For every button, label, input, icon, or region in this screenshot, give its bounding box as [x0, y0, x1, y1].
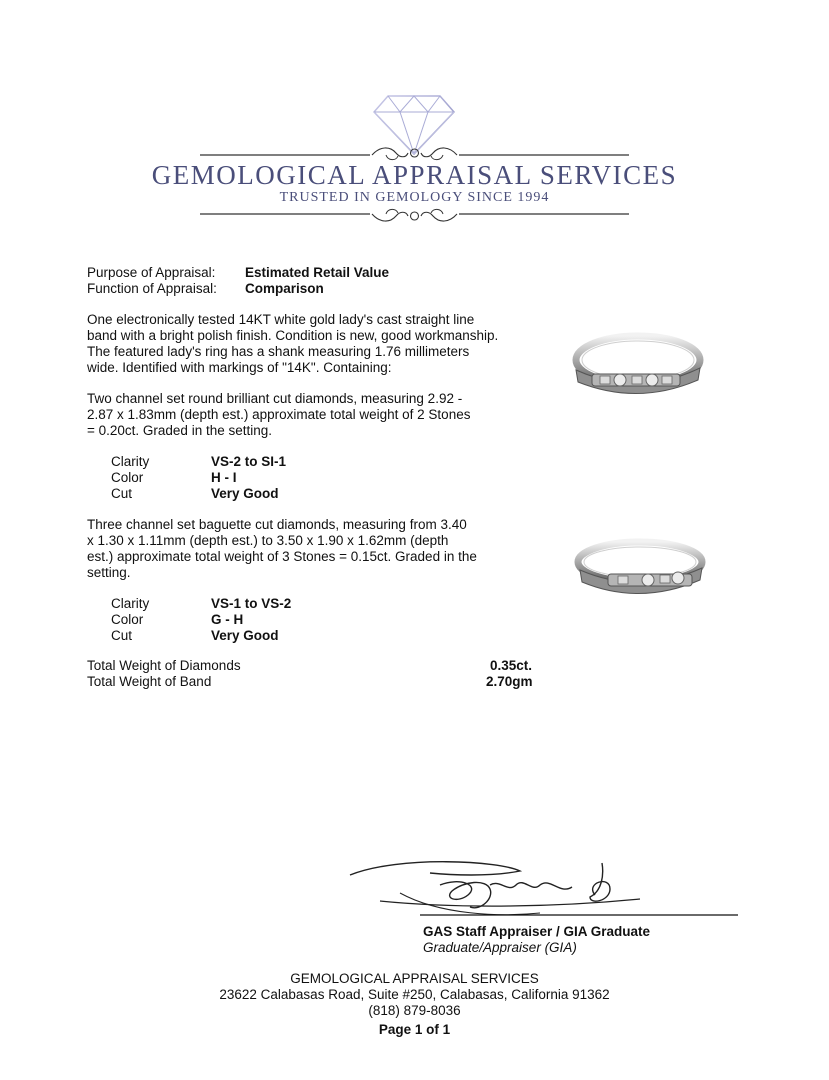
stones1-color-value: H - I: [211, 470, 237, 485]
ring-photo-bottom: [568, 530, 716, 610]
description-line: wide. Identified with markings of "14K". Containing:: [87, 360, 392, 375]
stones2-color-label: Color: [111, 612, 144, 627]
description-line: The featured lady's ring has a shank measuring 1.76 millimeters: [87, 344, 470, 359]
stones2-cut-value: Very Good: [211, 628, 279, 643]
stones2-clarity-label: Clarity: [111, 596, 150, 611]
purpose-value: Estimated Retail Value: [245, 265, 390, 280]
total-diamonds-label: Total Weight of Diamonds: [87, 658, 241, 673]
ring-photo-top: [562, 318, 710, 408]
stones1-color-label: Color: [111, 470, 144, 485]
stones1-description-line: = 0.20ct. Graded in the setting.: [87, 423, 272, 438]
company-logo-title: GEMOLOGICAL APPRAISAL SERVICES: [151, 160, 678, 190]
stones2-description-line: Three channel set baguette cut diamonds, measuring from 3.40: [87, 517, 467, 532]
total-band-value: 2.70gm: [486, 674, 533, 689]
stones1-clarity-label: Clarity: [111, 454, 150, 469]
purpose-label: Purpose of Appraisal:: [87, 265, 216, 280]
bottom-ornament-divider: [200, 205, 629, 225]
footer-address: 23622 Calabasas Road, Suite #250, Calabasas, California 91362: [219, 987, 610, 1002]
description-line: One electronically tested 14KT white gold lady's cast straight line: [87, 312, 475, 327]
stones2-cut-label: Cut: [111, 628, 133, 643]
stones1-clarity-value: VS-2 to SI-1: [211, 454, 287, 469]
stones1-description-line: 2.87 x 1.83mm (depth est.) approximate total weight of 2 Stones: [87, 407, 471, 422]
stones1-description-line: Two channel set round brilliant cut diamonds, measuring 2.92 -: [87, 391, 463, 406]
total-diamonds-value: 0.35ct.: [490, 658, 533, 673]
footer-phone: (818) 879-8036: [368, 1003, 461, 1018]
description-line: band with a bright polish finish. Condition is new, good workmanship.: [87, 328, 499, 343]
footer-company: GEMOLOGICAL APPRAISAL SERVICES: [290, 971, 539, 986]
page-number: Page 1 of 1: [378, 1022, 451, 1037]
total-band-label: Total Weight of Band: [87, 674, 212, 689]
company-tagline: TRUSTED IN GEMOLOGY SINCE 1994: [279, 190, 550, 205]
appraiser-subtitle: Graduate/Appraiser (GIA): [423, 940, 577, 955]
stones2-description-line: x 1.30 x 1.11mm (depth est.) to 3.50 x 1.90 x 1.62mm (depth: [87, 533, 449, 548]
stones2-description-line: setting.: [87, 565, 131, 580]
stones2-description-line: est.) approximate total weight of 3 Stones = 0.15ct. Graded in the: [87, 549, 477, 564]
function-label: Function of Appraisal:: [87, 281, 217, 296]
stones2-color-value: G - H: [211, 612, 244, 627]
stones1-cut-value: Very Good: [211, 486, 279, 501]
appraiser-signature: [340, 855, 740, 925]
stones2-clarity-value: VS-1 to VS-2: [211, 596, 292, 611]
appraiser-title: GAS Staff Appraiser / GIA Graduate: [423, 924, 651, 939]
stones1-cut-label: Cut: [111, 486, 133, 501]
function-value: Comparison: [245, 281, 324, 296]
